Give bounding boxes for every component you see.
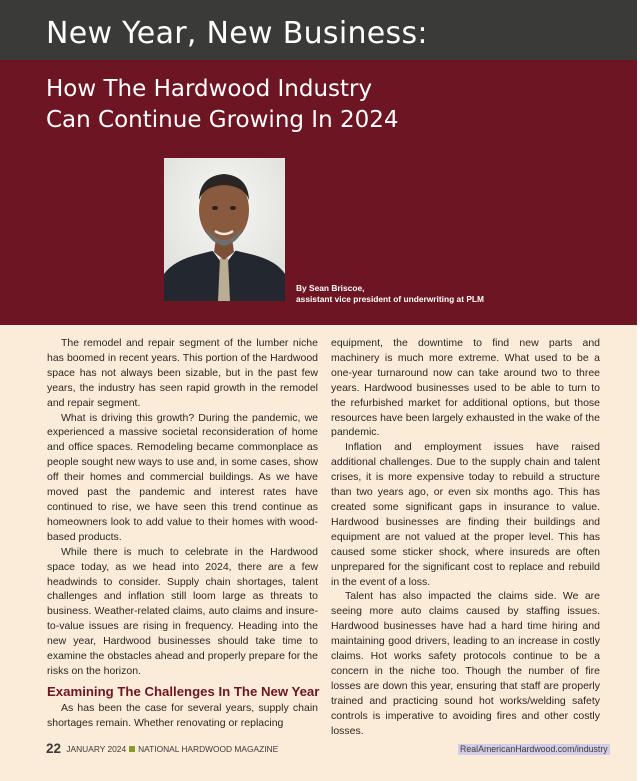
subtitle-line-1: How The Hardwood Industry [46, 76, 373, 102]
footer-folio [46, 742, 278, 756]
byline-author: By Sean Briscoe, [296, 283, 365, 293]
section-heading: Examining The Challenges In The New Year [47, 683, 320, 699]
footer-url: RealAmericanHardwood.com/industry [460, 744, 608, 754]
article-column-left [47, 336, 318, 731]
byline-role: assistant vice president of underwriting at PLM [296, 294, 485, 304]
paragraph: What is driving this growth? During the pandemic, we experienced a massive societal reconsideration of home and office spaces. Remodeling became commonplace as people sought new ways to use and, in some cases, show off their homes and commercial buildings. As we have moved past the pandemic and interest rates have continued to rise, we have seen this trend continue as homeowners look to add value to their homes with wood-based products. [47, 411, 318, 543]
page-number: 22 [46, 741, 62, 756]
paragraph: equipment, the downtime to find new parts and machinery is much more extreme. What used to be a one-year turnaround now can take around two to three years. Hardwood businesses used to be able to turn to the refurbished market for additional options, but those resources have been largely exhausted in the wake of the pandemic. [331, 337, 600, 439]
paragraph: Talent has also impacted the claims side. We are seeing more auto claims caused by staffing issues. Hardwood businesses have had a hard time hiring and maintaining good drivers, leading to an increase in costly claims. Hot works safety protocols continue to be a concern in the niche too. Though the number of fire losses are down this year, ensuring that staff are properly trained and practicing sound hot works/welding safety controls is imperative to avoiding fires and other costly losses. [331, 590, 600, 737]
byline [296, 283, 484, 305]
author-portrait-image [164, 158, 285, 301]
paragraph: While there is much to celebrate in the Hardwood space today, as we head into 2024, there are a few headwinds to consider. Supply chain shortages, talent challenges and inflation still loom large as threats to business. Weather-related claims, auto claims and insure-to-value issues are rising in frequency. Heading into the new year, Hardwood businesses should take time to examine the obstacles ahead and properly prepare for the risks on the horizon. [47, 545, 318, 677]
magazine-name: NATIONAL HARDWOOD MAGAZINE [138, 744, 279, 754]
article-title: New Year, New Business: [46, 16, 428, 51]
article-column-right [331, 336, 600, 738]
author-photo [164, 158, 285, 301]
square-bullet-icon [129, 746, 135, 752]
paragraph: The remodel and repair segment of the lumber niche has boomed in recent years. This portion of the Hardwood space has not always been sizable, but in the past few years, the industry has seen rapid growth in the remodel and repair segment. [47, 337, 318, 409]
article-subtitle [46, 74, 566, 136]
issue-date: JANUARY 2024 [66, 744, 127, 754]
subtitle-line-2: Can Continue Growing In 2024 [46, 107, 399, 133]
paragraph: As has been the case for several years, supply chain shortages remain. Whether renovating or replacing [47, 701, 318, 729]
paragraph: Inflation and employment issues have raised additional challenges. Due to the supply chain and talent crises, it is more expensive today to rebuild a structure than two years ago, or even six months ago. This has created some significant gaps in insurance to value. Hardwood businesses are finding their buildings and equipment are not valued at the proper level. This has caused some sticker shock, where insureds are often unprepared for the significant cost to replace and rebuild in the event of a loss. [331, 441, 600, 588]
